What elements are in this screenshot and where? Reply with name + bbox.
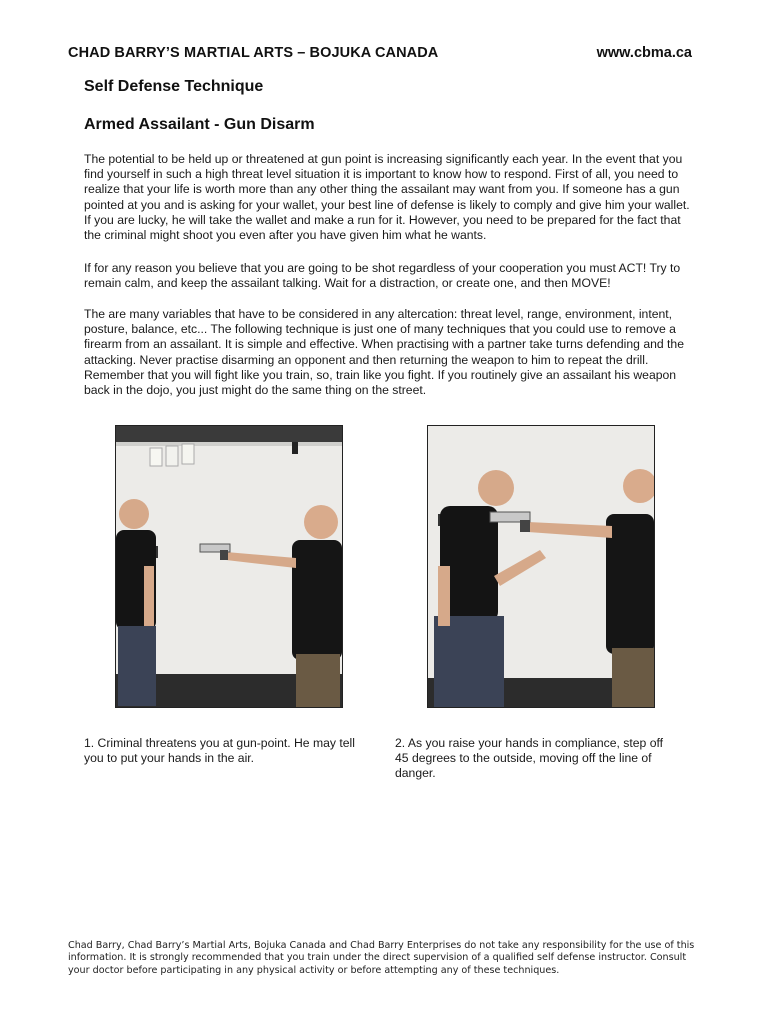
technique-paragraph: The are many variables that have to be considered in any altercation: threat level, range, environment, intent, posture, balance, etc... The following technique is just one of many techniques that you could use to remove a firearm from an assailant. It is simple and effective. When practising with a partner take turns defending and the attacking. Never practise disarming an opponent and then returning the weapon to him to repeat the drill. Remember that you will fight like you train, so, train like you fight. If you routinely give an assailant his weapon back in the dojo, you just might do the same thing on the street. [84,307,684,398]
header-website-link[interactable]: www.cbma.ca [596,45,692,61]
document-title: Armed Assailant - Gun Disarm [84,116,315,133]
document-subtitle: Self Defense Technique [84,78,264,95]
warning-paragraph: If for any reason you believe that you are going to be shot regardless of your cooperation you must ACT! Try to remain calm, and keep the assailant talking. Wait for a distraction, or create one, and then MOVE! [84,261,681,291]
header-organization: CHAD BARRY’S MARTIAL ARTS – BOJUKA CANADA [68,45,439,61]
step-2-photo [427,425,655,708]
step-1-photo [115,425,343,708]
step-1-caption: 1. Criminal threatens you at gun-point. He may tell you to put your hands in the air. [84,736,355,765]
step-2-caption: 2. As you raise your hands in compliance, step off 45 degrees to the outside, moving off the line of danger. [395,736,664,780]
footer-disclaimer: Chad Barry, Chad Barry’s Martial Arts, Bojuka Canada and Chad Barry Enterprises do not take any responsibility for the use of this information. It is strongly recommended that you train under the direct supervision of a qualified self defense instructor. Consult your doctor before participating in any physical activity or before attempting any of these techniques. [68,940,695,976]
intro-paragraph: The potential to be held up or threatened at gun point is increasing significantly each year. In the event that you find yourself in such a high threat level situation it is important to know how to respond. First of all, you need to realize that your life is worth more than any other thing the assailant may want from you. If someone has a gun pointed at you and is asking for your wallet, your best line of defense is likely to comply and give him your wallet. If you are lucky, he will take the wallet and make a run for it. However, you need to be prepared for the fact that the criminal might shoot you even after you have given him what he wants. [84,152,690,243]
